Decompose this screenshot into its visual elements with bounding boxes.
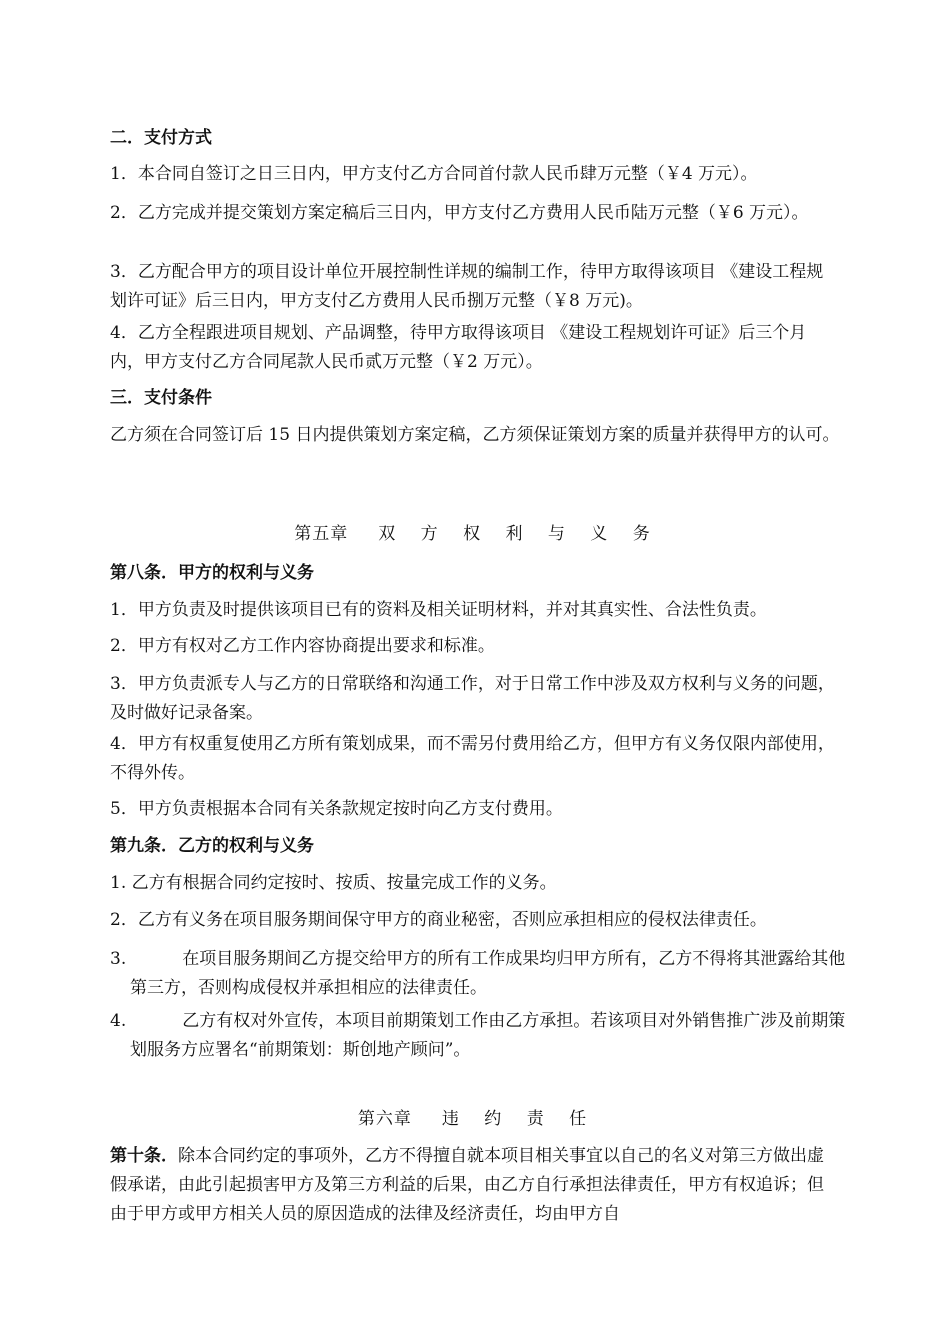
- article-9-item-3-text: 在项目服务期间乙方提交给甲方的所有工作成果均归甲方所有，乙方不得将其泄露给其他第三方，否则构成侵权并承担相应的法律责任。: [130, 949, 846, 998]
- section-heading-payment-method: 二．支付方式: [110, 128, 212, 148]
- article-9-item-1: 1. 乙方有根据合同约定按时、按质、按量完成工作的义务。: [110, 873, 557, 893]
- article-8-item-5: 5．甲方负责根据本合同有关条款规定按时向乙方支付费用。: [110, 799, 563, 819]
- chapter-6-heading: [0, 1105, 950, 1134]
- payment-item-1: 1．本合同自签订之日三日内，甲方支付乙方合同首付款人民币肆万元整（￥4 万元）。: [110, 164, 758, 184]
- chapter-5-title: 双 方 权 利 与 义 务: [378, 524, 656, 544]
- article-8-item-3: 3．甲方负责派专人与乙方的日常联络和沟通工作，对于日常工作中涉及双方权利与义务的问题，及时做好记录备案。: [110, 674, 835, 723]
- payment-item-3: 3．乙方配合甲方的项目设计单位开展控制性详规的编制工作，待甲方取得该项目 《建设工程规划许可证》后三日内，甲方支付乙方费用人民币捌万元整（￥8 万元)。: [110, 262, 824, 311]
- article-9-item-4: [110, 1007, 860, 1065]
- payment-conditions-text: 乙方须在合同签订后 15 日内提供策划方案定稿，乙方须保证策划方案的质量并获得甲方的认可。: [110, 425, 840, 445]
- article-9-item-2: 2．乙方有义务在项目服务期间保守甲方的商业秘密，否则应承担相应的侵权法律责任。: [110, 910, 767, 930]
- article-9-item-3-number: 3.: [110, 949, 127, 969]
- article-8-item-2: 2．甲方有权对乙方工作内容协商提出要求和标准。: [110, 636, 495, 656]
- article-8-heading: 第八条．甲方的权利与义务: [110, 563, 314, 583]
- article-10-text: 除本合同约定的事项外，乙方不得擅自就本项目相关事宜以自己的名义对第三方做出虚假承诺，由此引起损害甲方及第三方利益的后果，由乙方自行承担法律责任，甲方有权追诉；但由于甲方或甲方相关人员的原因造成的法律及经济责任，均由甲方自: [110, 1146, 824, 1224]
- article-9-item-4-text: 乙方有权对外宣传，本项目前期策划工作由乙方承担。若该项目对外销售推广涉及前期策划服务方应署名“前期策划：斯创地产顾问”。: [130, 1011, 846, 1060]
- chapter-6-number: 第六章: [357, 1109, 412, 1129]
- article-8-item-4: 4．甲方有权重复使用乙方所有策划成果，而不需另付费用给乙方，但甲方有义务仅限内部使用，不得外传。: [110, 734, 835, 783]
- chapter-5-heading: [0, 520, 950, 549]
- payment-item-2: 2．乙方完成并提交策划方案定稿后三日内，甲方支付乙方费用人民币陆万元整（￥6 万元）。: [110, 203, 809, 223]
- chapter-6-title: 违 约 责 任: [441, 1109, 593, 1129]
- article-8-item-1: 1．甲方负责及时提供该项目已有的资料及相关证明材料，并对其真实性、合法性负责。: [110, 600, 767, 620]
- article-10-paragraph: [110, 1142, 840, 1229]
- article-9-item-3: [110, 945, 860, 1003]
- article-9-heading: 第九条．乙方的权利与义务: [110, 836, 314, 856]
- payment-item-4: 4．乙方全程跟进项目规划、产品调整，待甲方取得该项目 《建设工程规划许可证》后三个月内，甲方支付乙方合同尾款人民币贰万元整（￥2 万元）。: [110, 323, 807, 372]
- article-9-item-4-number: 4.: [110, 1011, 127, 1031]
- article-10-lead: 第十条．: [110, 1146, 178, 1166]
- section-heading-payment-conditions: 三．支付条件: [110, 388, 212, 408]
- chapter-5-number: 第五章: [294, 524, 349, 544]
